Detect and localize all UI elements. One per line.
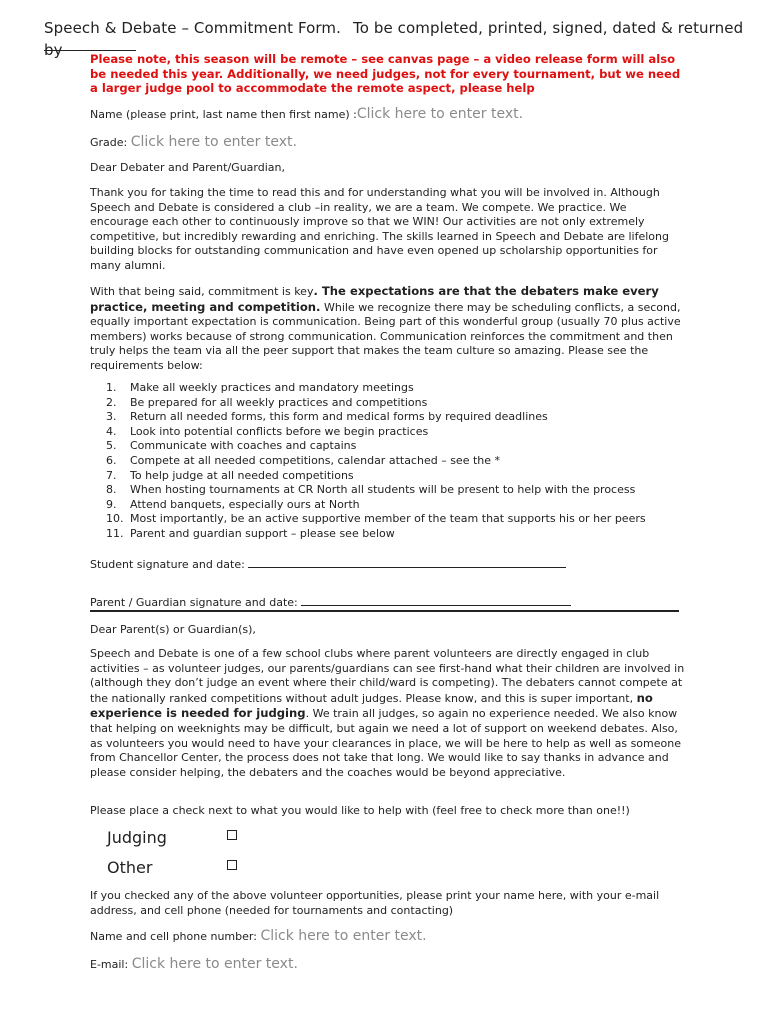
- list-item-text: Look into potential conflicts before we begin practices: [130, 424, 429, 438]
- list-item: [90, 396, 690, 411]
- option-other-label: Other: [107, 858, 153, 877]
- list-item-number: 5.: [106, 439, 117, 453]
- name-input[interactable]: Click here to enter text.: [356, 106, 524, 122]
- student-signature-row: [90, 557, 566, 571]
- email-label: E-mail:: [90, 958, 129, 971]
- volunteer-followup: If you checked any of the above volunteer opportunities, please print your name here, with your e-mail address, and cell phone (needed for tournaments and contacting): [90, 889, 660, 917]
- p2-end: While we recognize there may be scheduling conflicts, a second, equally important expectation is communication. Being part of this wonderful group (usually 70 plus active members) works because of strong communication. Communication reinforces the commitment and then truly helps the team via all the peer support that makes the team culture so amazing. Please see the requirements below:: [90, 300, 681, 372]
- list-item-number: 11.: [106, 526, 124, 540]
- requirements-list: [90, 381, 690, 542]
- grade-label: Grade:: [90, 136, 128, 149]
- list-item-text: Attend banquets, especially ours at North: [130, 497, 360, 511]
- remote-season-notice: Please note, this season will be remote – see canvas page – a video release form will also be needed this year. Additionally, we need judges, not for every tournament, but we need a larger judge pool to accommodate the remote aspect, please help: [90, 52, 681, 96]
- list-item-text: Compete at all needed competitions, calendar attached – see the *: [130, 453, 501, 467]
- letter-paragraph-1: Thank you for taking the time to read this and for understanding what you will be involved in. Although Speech and Debate is considered a club –in reality, we are a team. We compete. We practice. We encourage each other to continuously improve so that we WIN! Our activities are not only extremely competitive, but incredibly rewarding and enriching. The skills learned in Speech and Debate are lifelong building blocks for outstanding communication and have even opened up scholarship opportunities for many alumni.: [90, 186, 669, 272]
- other-checkbox[interactable]: [227, 860, 237, 870]
- name-field-row: [90, 106, 523, 122]
- list-item-number: 6.: [106, 453, 117, 467]
- no-experience-bold: no experience is needed for judging: [90, 690, 653, 721]
- parents-salutation: Dear Parent(s) or Guardian(s),: [90, 623, 256, 636]
- list-item-text: Parent and guardian support – please see below: [130, 526, 395, 540]
- list-item: [90, 425, 690, 440]
- list-item-text: When hosting tournaments at CR North all students will be present to help with the process: [130, 483, 636, 497]
- contact-label: Name and cell phone number:: [90, 930, 257, 943]
- list-item-number: 9.: [106, 497, 117, 511]
- list-item-number: 3.: [106, 410, 117, 424]
- email-field-row: [90, 956, 298, 972]
- list-item-text: Make all weekly practices and mandatory meetings: [130, 381, 414, 394]
- contact-field-row: [90, 928, 427, 944]
- email-input[interactable]: Click here to enter text.: [131, 956, 298, 972]
- list-item-number: 7.: [106, 468, 117, 482]
- list-item: [90, 512, 690, 527]
- list-item: [90, 498, 690, 513]
- option-judging: [107, 828, 227, 847]
- list-item: [90, 439, 690, 454]
- list-item-text: Return all needed forms, this form and medical forms by required deadlines: [130, 410, 548, 424]
- contact-input[interactable]: Click here to enter text.: [260, 928, 427, 944]
- p2-start: With that being said, commitment is key: [90, 285, 314, 298]
- return-by-blank[interactable]: [44, 40, 136, 51]
- list-item: [90, 469, 690, 484]
- student-signature-label: Student signature and date:: [90, 558, 245, 571]
- option-other: [107, 858, 227, 877]
- letter-salutation: Dear Debater and Parent/Guardian,: [90, 161, 285, 174]
- p2-bold-expectations: . The expectations are that the debaters make every practice, meeting and competition.: [90, 284, 659, 314]
- list-item-text: Most importantly, be an active supportive member of the team that supports his or her peers: [130, 512, 646, 526]
- return-instructions: To be completed, printed, signed, dated & returned by: [44, 19, 744, 59]
- parents-paragraph: [90, 647, 686, 780]
- parent-signature-label: Parent / Guardian signature and date:: [90, 596, 298, 609]
- list-item: [90, 410, 690, 425]
- list-item: [90, 381, 690, 396]
- list-item-text: Communicate with coaches and captains: [130, 439, 357, 453]
- parent-signature-line[interactable]: [301, 595, 571, 606]
- name-label: Name (please print, last name then first name) :: [90, 108, 357, 121]
- form-title: Speech & Debate – Commitment Form.: [44, 19, 341, 37]
- parents-p-end: . We train all judges, so again no experience needed. We also know that helping on weeknights may be difficult, but again we need a lot of support on weekend debates. Also, as volunteers you would need to have your clearances in place, we will be here to help as well as someone from Chancellor Center, the process does not take that long. We would like to say thanks in advance and please consider helping, the debaters and the coaches would be beyond appreciative.: [90, 707, 681, 779]
- list-item: [90, 483, 690, 498]
- list-item: [90, 454, 690, 469]
- check-prompt: Please place a check next to what you would like to help with (feel free to check more than one!!): [90, 804, 630, 817]
- list-item-number: 4.: [106, 424, 117, 438]
- grade-input[interactable]: Click here to enter text.: [130, 134, 297, 150]
- parents-p-start: Speech and Debate is one of a few school clubs where parent volunteers are directly engaged in club activities – as volunteer judges, our parents/guardians can see first-hand what their children are involved in (although they don’t judge an event where their child/ward is competing). The debaters cannot compete at the nationally ranked competitions without adult judges. Please know, and this is super important,: [90, 647, 685, 705]
- student-signature-line[interactable]: [248, 557, 566, 568]
- list-item-number: 1.: [106, 381, 117, 394]
- list-item: [90, 527, 690, 542]
- list-item-number: 10.: [106, 512, 124, 526]
- parent-signature-row: [90, 595, 571, 609]
- section-divider: [90, 610, 679, 612]
- list-item-number: 8.: [106, 483, 117, 497]
- option-judging-label: Judging: [107, 828, 167, 847]
- list-item-number: 2.: [106, 395, 117, 409]
- list-item-text: To help judge at all needed competitions: [130, 468, 354, 482]
- list-item-text: Be prepared for all weekly practices and competitions: [130, 395, 428, 409]
- grade-field-row: [90, 134, 297, 150]
- letter-paragraph-2: [90, 284, 686, 374]
- judging-checkbox[interactable]: [227, 830, 237, 840]
